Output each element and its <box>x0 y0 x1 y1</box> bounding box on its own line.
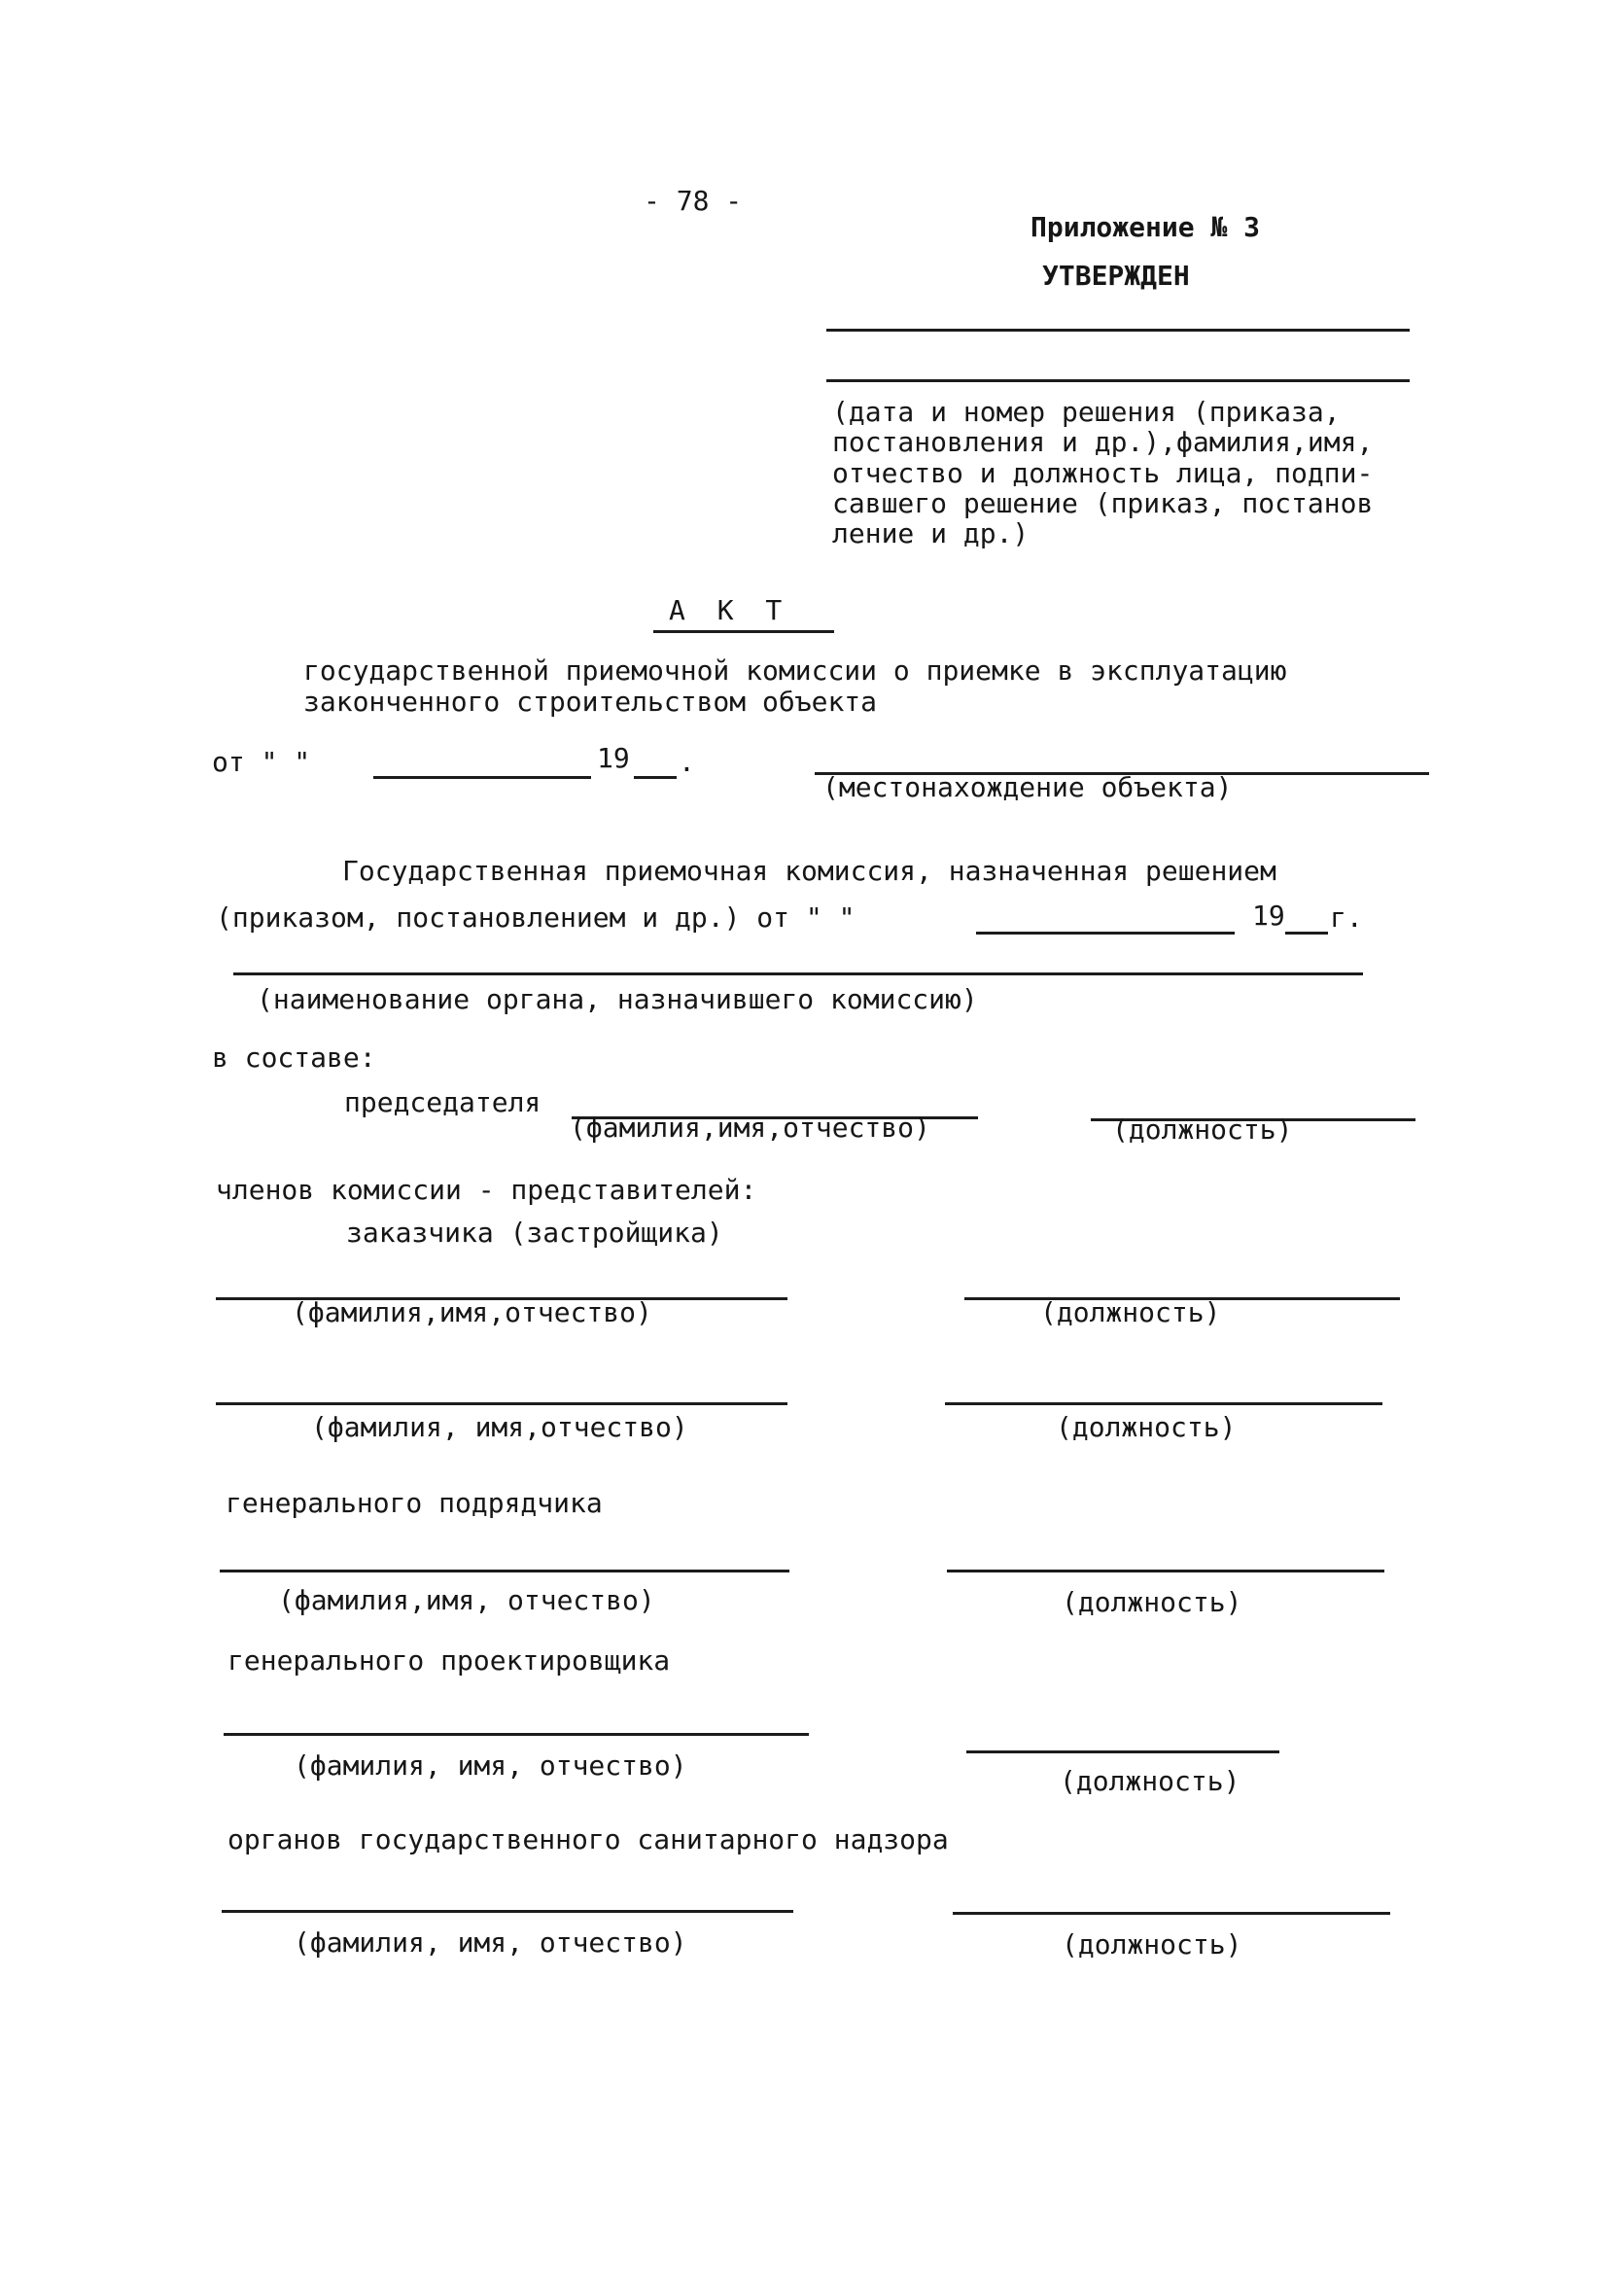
chairman-position-caption: (должность) <box>1112 1113 1293 1146</box>
organ-caption: (наименование органа, назначившего комиссию) <box>257 983 978 1015</box>
subtitle-line-1: государственной приемочной комиссии о приемке в эксплуатацию <box>303 654 1287 687</box>
commission-line-2-prefix: (приказом, постановлением и др.) от " " <box>216 901 856 934</box>
general-contractor-position-caption: (должность) <box>1062 1586 1242 1618</box>
sanitary-label: органов государственного санитарного надзора <box>227 1823 949 1855</box>
approved-stamp: УТВЕРЖДЕН <box>1042 260 1190 292</box>
organ-line <box>233 972 1363 975</box>
customer-position-line-2 <box>945 1402 1382 1405</box>
chairman-fio-caption: (фамилия,имя,отчество) <box>570 1112 930 1144</box>
commission-line-1: Государственная приемочная комиссия, назначенная решением <box>342 855 1276 887</box>
date-month-line <box>373 776 591 779</box>
customer-fio-caption-1: (фамилия,имя,отчество) <box>292 1296 652 1328</box>
document-title: А К Т <box>669 594 790 626</box>
customer-position-caption-1: (должность) <box>1040 1296 1221 1328</box>
customer-fio-caption-2: (фамилия, имя,отчество) <box>311 1411 688 1443</box>
sanitary-fio-caption: (фамилия, имя, отчество) <box>294 1926 687 1959</box>
title-underline <box>653 630 834 633</box>
general-contractor-position-line <box>947 1570 1384 1572</box>
general-designer-fio-caption: (фамилия, имя, отчество) <box>294 1749 687 1782</box>
sanitary-fio-line <box>222 1910 793 1913</box>
commission-date-line <box>976 932 1235 935</box>
general-designer-label: генерального проектировщика <box>227 1644 671 1677</box>
customer-fio-line-2 <box>216 1402 787 1405</box>
general-contractor-fio-line <box>220 1570 789 1572</box>
page-number: - 78 - <box>644 185 743 217</box>
date-prefix: от " " <box>212 746 311 778</box>
general-designer-position-line <box>966 1750 1279 1753</box>
approval-signature-line <box>826 329 1410 332</box>
composition-label: в составе: <box>212 1042 376 1074</box>
date-dot: . <box>679 746 695 778</box>
general-contractor-label: генерального подрядчика <box>226 1487 603 1519</box>
approval-signature-line-2 <box>826 379 1410 382</box>
commission-year-suffix: г. <box>1330 901 1363 934</box>
appendix-label: Приложение № 3 <box>1031 211 1261 243</box>
general-designer-position-caption: (должность) <box>1060 1765 1240 1797</box>
sanitary-position-line <box>953 1912 1390 1915</box>
general-contractor-fio-caption: (фамилия,имя, отчество) <box>278 1584 655 1616</box>
chairman-label: председателя <box>344 1086 541 1118</box>
commission-year: 19 <box>1252 900 1285 932</box>
date-year: 19 <box>597 742 630 774</box>
commission-year-line <box>1285 932 1328 935</box>
location-caption: (местонахождение объекта) <box>822 771 1233 803</box>
subtitle-line-2: законченного строительством объекта <box>303 686 878 718</box>
general-designer-fio-line <box>224 1733 809 1736</box>
customer-position-caption-2: (должность) <box>1056 1411 1237 1443</box>
members-label: членов комиссии - представителей: <box>216 1174 757 1206</box>
customer-label: заказчика (застройщика) <box>346 1217 723 1249</box>
date-year-line <box>634 776 677 779</box>
sanitary-position-caption: (должность) <box>1062 1928 1242 1960</box>
approval-caption: (дата и номер решения (приказа, постановления и др.),фамилия,имя, отчество и должность лица, подпи- савшего решение (приказ, постанов ление и др.) <box>832 396 1374 550</box>
